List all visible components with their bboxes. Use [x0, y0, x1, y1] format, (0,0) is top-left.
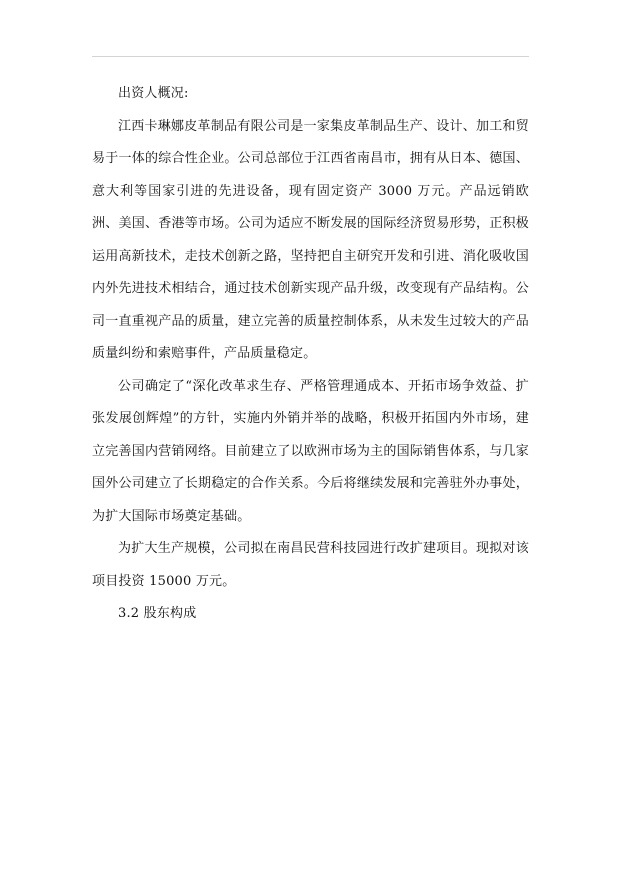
intro-heading: 出资人概况:	[118, 86, 189, 101]
paragraph-market-strategy: 公司确定了“深化改革求生存、严格管理通成本、开拓市场争效益、扩张发展创辉煌”的方针，实施内外销并举的战略，积极开拓国内外市场，建立完善国内营销网络。目前建立了以欧洲市场为主的国际销售体系，与几家国外公司建立了长期稳定的合作关系。今后将继续发展和完善驻外办事处，为扩大国际市场奠定基础。	[92, 378, 529, 524]
header-divider	[92, 56, 529, 57]
paragraph-investment-plan: 为扩大生产规模，公司拟在南昌民营科技园进行改扩建项目。现拟对该项目投资 15000 万元。	[92, 541, 529, 589]
paragraph-company-overview: 江西卡琳娜皮革制品有限公司是一家集皮革制品生产、设计、加工和贸易于一体的综合性企业。公司总部位于江西省南昌市，拥有从日本、德国、意大利等国家引进的先进设备，现有固定资产 3000 万元。产品远销欧洲、美国、香港等市场。公司为适应不断发展的国际经济贸易形势，正积极运用高新技术，走技术创新之路，坚持把自主研究开发和引进、消化吸收国内外先进技术相结合，通过技术创新实现产品升级，改变现有产品结构。公司一直重视产品的质量，建立完善的质量控制体系，从未发生过较大的产品质量纠纷和索赔事件，产品质量稳定。	[92, 118, 529, 361]
document-body	[92, 78, 529, 631]
section-heading-shareholders: 3.2 股东构成	[118, 606, 197, 621]
